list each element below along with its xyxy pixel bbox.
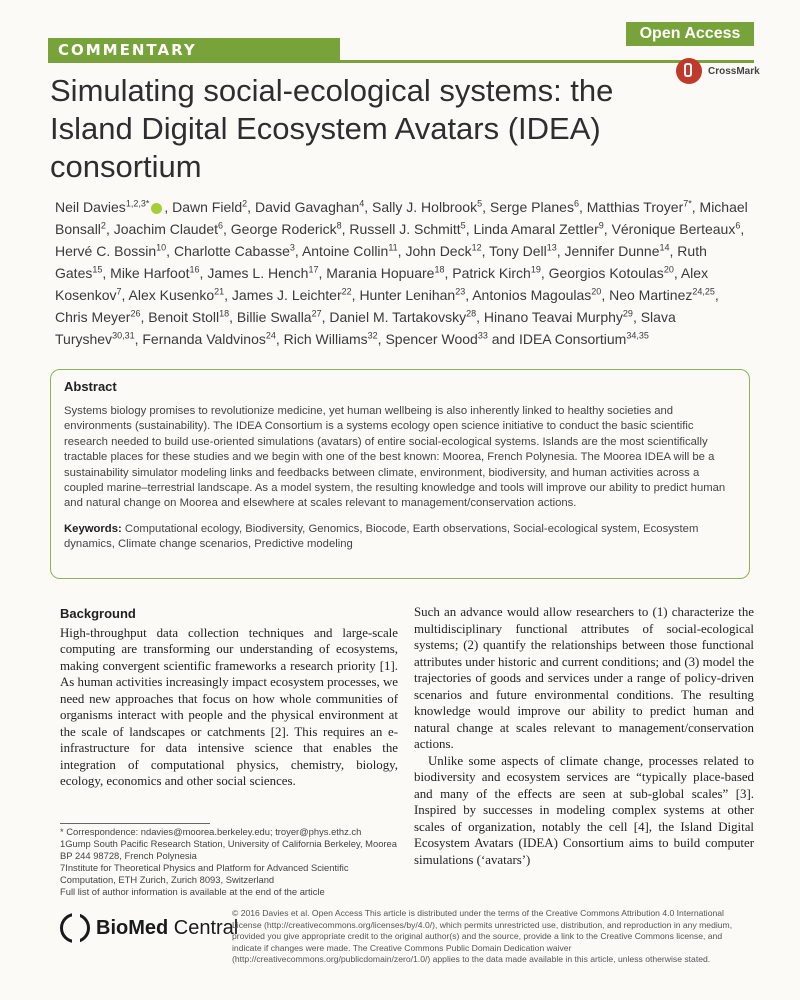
abstract-text: Systems biology promises to revolutionize medicine, yet human wellbeing is also inherently linked to healthy societies and environments (sustainability). The IDEA Consortium is a systems ecology open science initiative to conduct the basic scientific research needed to build use-oriented simulations (avatars) of entire social-ecological systems. Islands are the most scientifically tractable places for these studies and we begin with one of the best known: Moorea, French Polynesia. The Moorea IDEA will be a sustainability simulator modeling links and feedbacks between climate, environment, biodiversity, and human activities across a coupled marine–terrestrial landscape. As a model system, the resulting knowledge and tools will improve our ability to predict human and natural change on Moorea and elsewhere at scales relevant to management/conservation actions.	[64, 405, 726, 510]
crossmark-label: CrossMark	[708, 65, 760, 77]
background-paragraph: High-throughput data collection techniques and large-scale computing are transforming our understanding of ecosystems, making convergent scientific frameworks a research priority [1]. As human activities increasingly impact ecosystem processes, we need new approaches that focus on how whole communities of organisms interact with people and the physical environment at the scale of landscapes or catchments [2]. This requires an e-infrastructure for data intensive science that enables the integration of computational physics, chemistry, biology, ecology, economics and other social sciences.	[60, 625, 398, 788]
author-affiliation: 20	[591, 286, 602, 297]
author-affiliation: 3	[289, 242, 295, 253]
author-affiliation: 13	[546, 242, 557, 253]
keywords-text: Computational ecology, Biodiversity, Genomics, Biocode, Earth observations, Social-ecological system, Ecosystem dynamics, Climate change scenarios, Predictive modeling	[64, 522, 699, 551]
author-name: Patrick Kirch	[452, 265, 531, 281]
author-affiliation: 23	[455, 286, 466, 297]
author-name: Spencer Wood	[385, 331, 478, 347]
author-affiliation: 22	[341, 286, 352, 297]
author-affiliation: 6	[735, 220, 741, 231]
author-affiliation: 5	[460, 220, 466, 231]
author-name: John Deck	[405, 243, 472, 259]
author-name: Matthias Troyer	[586, 199, 684, 215]
author-name: Fernanda Valdvinos	[142, 331, 266, 347]
author-affiliation: 26	[130, 308, 141, 319]
author-affiliation: 6	[218, 220, 224, 231]
author-affiliation: 28	[466, 308, 477, 319]
author-affiliation: 19	[530, 264, 541, 275]
author-affiliation: 9	[598, 220, 604, 231]
author-affiliation: 27	[311, 308, 322, 319]
author-affiliation: 16	[189, 264, 200, 275]
author-affiliation: 8	[336, 220, 342, 231]
affiliation-1: 1Gump South Pacific Research Station, University of California Berkeley, Moorea BP 244 98728, French Polynesia	[60, 838, 397, 861]
author-affiliation: 30,31	[112, 330, 135, 341]
biomed-central-logo[interactable]	[60, 913, 238, 943]
author-affiliation: 24	[265, 330, 276, 341]
author-name: Neo Martinez	[609, 287, 693, 303]
author-name: Véronique Berteaux	[611, 221, 736, 237]
author-name: Charlotte Cabasse	[173, 243, 290, 259]
keywords	[64, 522, 736, 553]
author-name: Hinano Teavai Murphy	[483, 309, 623, 325]
author-affiliation: 10	[156, 242, 167, 253]
header-rule	[48, 60, 754, 63]
author-affiliation: 12	[471, 242, 482, 253]
background-heading: Background	[60, 606, 136, 621]
author-name: Alex Kosenkov	[55, 265, 709, 303]
author-affiliation: 5	[477, 198, 483, 209]
author-name: Rich Williams	[283, 331, 368, 347]
author-affiliation: 4	[359, 198, 365, 209]
author-name: Serge Planes	[489, 199, 574, 215]
correspondence-note: * Correspondence: ndavies@moorea.berkeley.edu; troyer@phys.ethz.ch	[60, 826, 362, 837]
author-name: Mike Harfoot	[110, 265, 190, 281]
left-column	[60, 606, 398, 790]
author-affiliation: 21	[214, 286, 225, 297]
author-name: Antoine Collin	[301, 243, 389, 259]
author-affiliation: 2	[100, 220, 106, 231]
author-name: IDEA Consortium	[518, 331, 627, 347]
author-name: Jennifer Dunne	[564, 243, 660, 259]
author-name: Slava Turyshev	[55, 309, 676, 347]
author-name: Joachim Claudet	[113, 221, 218, 237]
license-text: © 2016 Davies et al. Open Access This article is distributed under the terms of the Creative Commons Attribution 4.0 International License (http://creativecommons.org/licenses/by/4.0/), which permits unrestricted use, distribution, and reproduction in any medium, provided you give appropriate credit to the original author(s) and the source, provide a link to the Creative Commons license, and indicate if changes were made. The Creative Commons Public Domain Dedication waiver (http://creativecommons.org/publicdomain/zero/1.0/) applies to the data made available in this article, unless otherwise stated.	[232, 908, 733, 964]
author-name: Georgios Kotoulas	[548, 265, 664, 281]
author-affiliation: 32	[367, 330, 378, 341]
author-affiliation: 34,35	[626, 330, 649, 341]
author-name: Hervé C. Bossin	[55, 243, 157, 259]
author-affiliation: 29	[622, 308, 633, 319]
author-affiliation: 33	[477, 330, 488, 341]
author-name: James J. Leichter	[231, 287, 342, 303]
author-affiliation: 1,2,3*	[125, 198, 150, 209]
author-name: Antonios Magoulas	[472, 287, 592, 303]
affiliation-7: 7Institute for Theoretical Physics and Platform for Advanced Scientific Computation, ETH Zurich, Zurich 8093, Switzerland	[60, 862, 349, 885]
open-access-badge: Open Access	[626, 22, 754, 46]
author-affiliation: 18	[219, 308, 230, 319]
author-name: Dawn Field	[172, 199, 243, 215]
author-name: Billie Swalla	[236, 309, 312, 325]
author-name: Tony Dell	[489, 243, 547, 259]
author-name: Daniel M. Tartakovsky	[329, 309, 467, 325]
footnotes	[60, 826, 400, 898]
section-label: COMMENTARY	[48, 38, 340, 62]
abstract-heading: Abstract	[64, 379, 117, 394]
author-name: Marania Hopuare	[326, 265, 435, 281]
author-affiliation: 17	[308, 264, 319, 275]
author-affiliation: 14	[659, 242, 670, 253]
biomed-central-icon	[60, 913, 90, 943]
author-name: James L. Hench	[207, 265, 309, 281]
author-name: Neil Davies	[55, 199, 126, 215]
author-name: George Roderick	[230, 221, 337, 237]
author-affiliation: 11	[388, 242, 398, 253]
author-affiliation: 7*	[683, 198, 692, 209]
author-name: Sally J. Holbrook	[372, 199, 478, 215]
author-list: Neil Davies$^{1,2,3*}$ , Dawn Field$^2$, David Gavaghan$^4$, Sally J. Holbrook$^5$, Serge Planes$^6$, Matthias Troyer$^{7*}$, Michael Bonsall$^2$, Joachim Claudet$^6$, George Roderick$^8$, Russell J. Schmitt$^5$, Linda Amaral Zettler$^9$, Véronique Berteaux$^6$, Hervé C. Bossin$^{10}$, Charlotte Cabasse$^3$, Antoine Collin$^{11}$, John Deck$^{12}$, Tony Dell$^{13}$, Jennifer Dunne$^{14}$, Ruth Gates$^{15}$, Mike Harfoot$^{16}$, James L. Hench$^{17}$, Marania Hopuare$^{18}$, Patrick Kirch$^{19}$, Georgios Kotoulas$^{20}$, Alex Kosenkov$^7$, Alex Kusenko$^{21}$, James J. Leichter$^{22}$, Hunter Lenihan$^{23}$, Antonios Magoulas$^{20}$, Neo Martinez$^{24,25}$, Chris Meyer$^{26}$, Benoit Stoll$^{18}$, Billie Swalla$^{27}$, Daniel M. Tartakovsky$^{28}$, Hinano Teavai Murphy$^{29}$, Slava Turyshev$^{30,31}$, Fernanda Valdvinos$^{24}$, Rich Williams$^{32}$, Spencer Wood$^{33}$ and IDEA Consortium$^{34,35}$	[55, 198, 748, 347]
author-name: Alex Kusenko	[128, 287, 215, 303]
author-affiliation: 2	[242, 198, 248, 209]
biomed-central-wordmark: BioMed Central	[96, 916, 239, 939]
body-paragraph-1: Such an advance would allow researchers to (1) characterize the multidisciplinary functional attributes of social-ecological systems; (2) quantify the relationships between those functional attributes under historic and current conditions; and (3) model the trajectories of goods and services under a range of policy-driven scenarios and future environmental conditions. The resulting knowledge would improve our ability to predict human and natural change at scales relevant to management/conservation actions.	[414, 605, 754, 751]
footnote-rule	[60, 823, 210, 824]
article-title: Simulating social-ecological systems: the Island Digital Ecosystem Avatars (IDEA) consortium	[50, 73, 614, 184]
author-affiliation: 24,25	[692, 286, 715, 297]
author-name: David Gavaghan	[254, 199, 360, 215]
author-name: Hunter Lenihan	[359, 287, 456, 303]
full-list-note: Full list of author information is available at the end of the article	[60, 886, 325, 897]
author-name: Russell J. Schmitt	[349, 221, 461, 237]
author-name: Linda Amaral Zettler	[473, 221, 599, 237]
keywords-label: Keywords:	[64, 522, 122, 535]
body-paragraph-2: Unlike some aspects of climate change, processes related to biodiversity and ecosystem services are “typically place-based and many of the effects are seen at sub-global scales” [3]. Inspired by successes in modeling complex systems at other scales of organization, notably the cell [4], the Island Digital Ecosystem Avatars (IDEA) Consortium aims to build computer simulations (‘avatars’)	[414, 753, 754, 867]
author-affiliation: 7	[116, 286, 122, 297]
orcid-icon[interactable]	[151, 203, 162, 214]
author-name: Ruth Gates	[55, 243, 707, 281]
abstract-box	[50, 369, 750, 579]
author-name: Chris Meyer	[55, 309, 131, 325]
author-name: Michael Bonsall	[55, 199, 748, 237]
author-affiliation: 20	[663, 264, 674, 275]
author-affiliation: 18	[434, 264, 445, 275]
author-affiliation: 15	[92, 264, 103, 275]
author-name: Benoit Stoll	[148, 309, 220, 325]
author-affiliation: 6	[573, 198, 579, 209]
right-column	[414, 604, 754, 868]
